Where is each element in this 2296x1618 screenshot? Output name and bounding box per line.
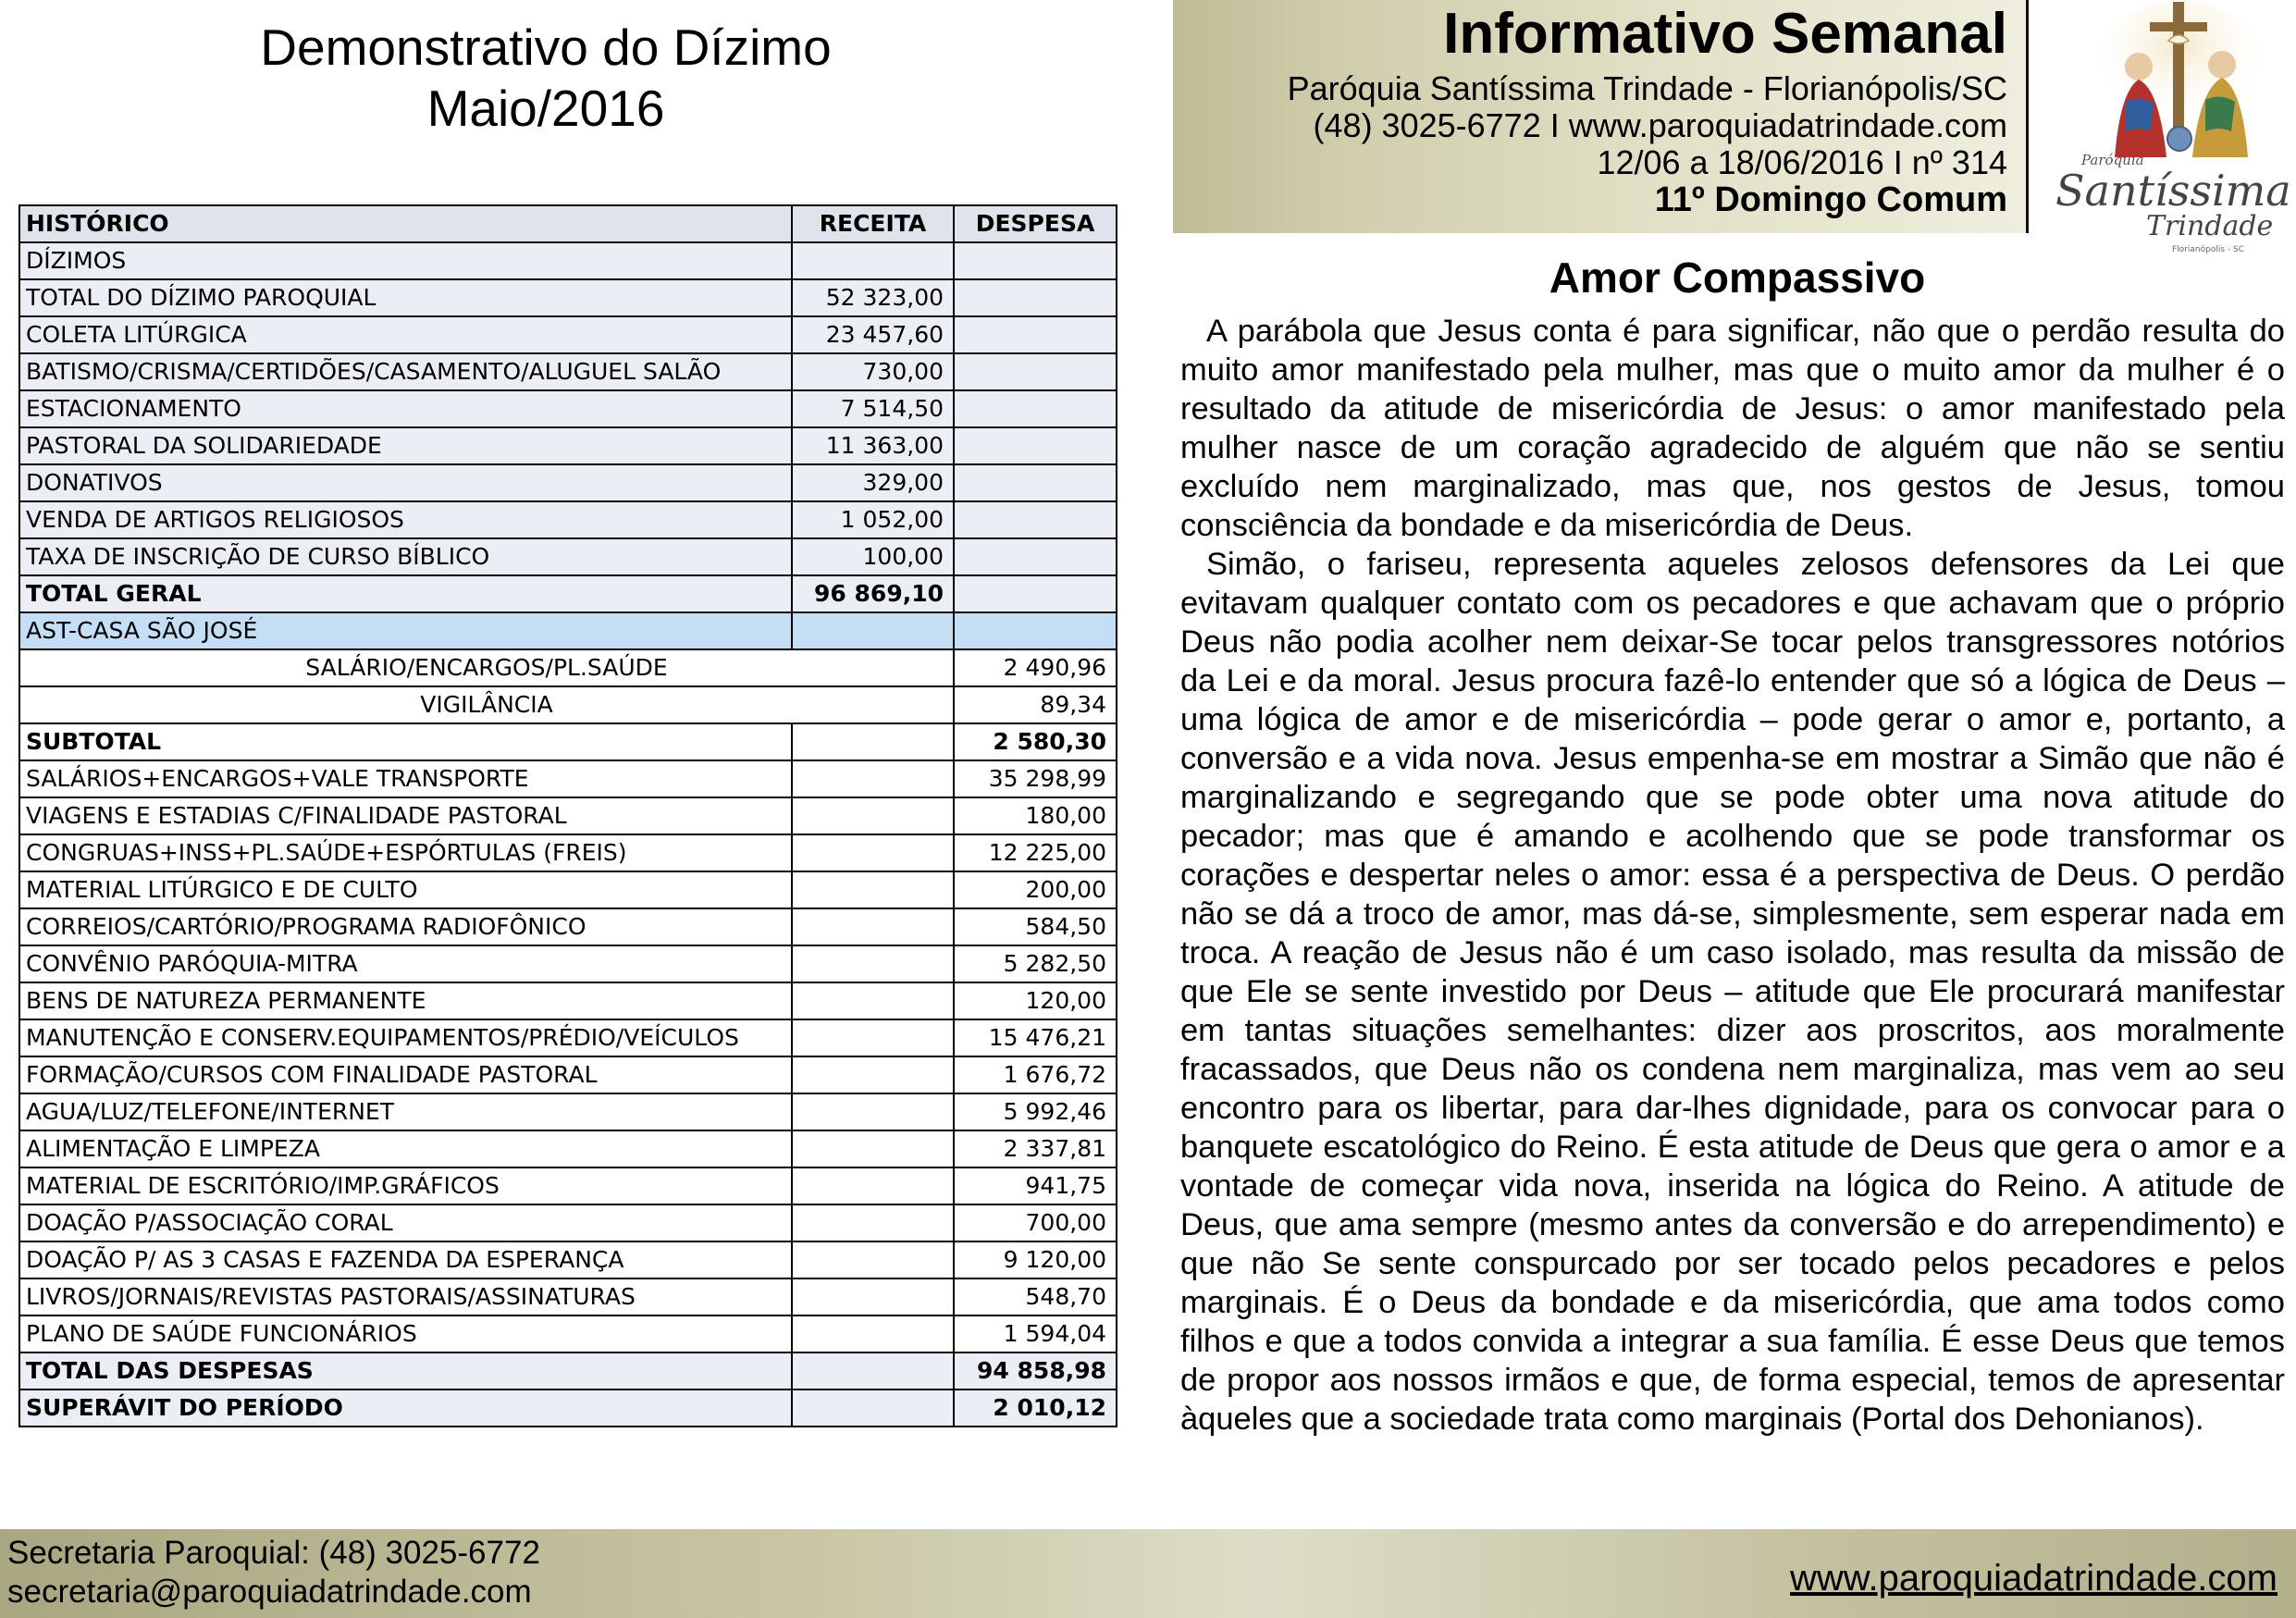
table-row [19, 1352, 1117, 1390]
row-despesa [954, 575, 1117, 612]
article-body [1180, 312, 2285, 1439]
parish-name: Paróquia Santíssima Trindade - Florianópolis/SC [1287, 69, 2007, 107]
row-label: AST-CASA SÃO JOSÉ [19, 612, 792, 649]
row-label: BENS DE NATUREZA PERMANENTE [19, 982, 792, 1019]
row-receita [792, 1241, 954, 1278]
table-row [19, 1167, 1117, 1204]
row-label: CORREIOS/CARTÓRIO/PROGRAMA RADIOFÔNICO [19, 908, 792, 945]
row-receita [792, 834, 954, 871]
tithe-table [19, 204, 1117, 1427]
row-receita [792, 1390, 954, 1427]
row-despesa: 180,00 [954, 797, 1117, 834]
footer-website-link[interactable]: www.paroquiadatrindade.com [1790, 1558, 2277, 1599]
row-despesa: 120,00 [954, 982, 1117, 1019]
row-receita [792, 723, 954, 760]
row-receita: 96 869,10 [792, 575, 954, 612]
row-despesa: 200,00 [954, 871, 1117, 908]
row-despesa: 15 476,21 [954, 1019, 1117, 1056]
row-despesa [954, 316, 1117, 353]
row-despesa: 12 225,00 [954, 834, 1117, 871]
row-despesa: 9 120,00 [954, 1241, 1117, 1278]
row-label: AGUA/LUZ/TELEFONE/INTERNET [19, 1093, 792, 1130]
logo-word-trindade: Trindade [2146, 210, 2274, 242]
header-receita: RECEITA [792, 205, 954, 242]
row-label: LIVROS/JORNAIS/REVISTAS PASTORAIS/ASSINATURAS [19, 1278, 792, 1315]
table-row [19, 353, 1117, 390]
row-despesa [954, 353, 1117, 390]
row-label: MATERIAL DE ESCRITÓRIO/IMP.GRÁFICOS [19, 1167, 792, 1204]
row-receita: 100,00 [792, 538, 954, 575]
row-label: SUPERÁVIT DO PERÍODO [19, 1390, 792, 1427]
row-receita [792, 1019, 954, 1056]
row-receita [792, 612, 954, 649]
row-despesa: 2 580,30 [954, 723, 1117, 760]
report-title-line: Demonstrativo do Dízimo [260, 19, 832, 76]
table-row [19, 1130, 1117, 1167]
header-despesa: DESPESA [954, 205, 1117, 242]
table-row [19, 1019, 1117, 1056]
table-header-row [19, 205, 1117, 242]
row-despesa: 548,70 [954, 1278, 1117, 1315]
row-label: TOTAL DO DÍZIMO PAROQUIAL [19, 279, 792, 316]
row-receita: 11 363,00 [792, 427, 954, 464]
row-receita [792, 797, 954, 834]
row-label: TOTAL DAS DESPESAS [19, 1352, 792, 1390]
masthead: Informativo Semanal [1443, 2, 2007, 66]
row-despesa: 2 010,12 [954, 1390, 1117, 1427]
row-receita [792, 242, 954, 279]
row-despesa [954, 612, 1117, 649]
row-despesa: 700,00 [954, 1204, 1117, 1241]
table-row [19, 1093, 1117, 1130]
logo-word-city: Florianópolis - SC [2172, 245, 2244, 254]
row-label: ESTACIONAMENTO [19, 390, 792, 427]
row-receita [792, 1315, 954, 1352]
row-despesa [954, 538, 1117, 575]
row-label: ALIMENTAÇÃO E LIMPEZA [19, 1130, 792, 1167]
table-row [19, 649, 1117, 686]
row-label: VIGILÂNCIA [19, 686, 954, 723]
table-row [19, 501, 1117, 538]
row-receita [792, 871, 954, 908]
row-label: CONVÊNIO PARÓQUIA-MITRA [19, 945, 792, 982]
table-row [19, 427, 1117, 464]
row-receita [792, 1204, 954, 1241]
row-despesa [954, 501, 1117, 538]
row-label: CONGRUAS+INSS+PL.SAÚDE+ESPÓRTULAS (FREIS) [19, 834, 792, 871]
row-label: COLETA LITÚRGICA [19, 316, 792, 353]
row-receita [792, 1278, 954, 1315]
footer-email[interactable]: secretaria@paroquiadatrindade.com [7, 1574, 532, 1610]
row-label: DONATIVOS [19, 464, 792, 501]
row-label: FORMAÇÃO/CURSOS COM FINALIDADE PASTORAL [19, 1056, 792, 1093]
logo-word-santissima: Santíssima [2055, 166, 2291, 216]
table-row [19, 1204, 1117, 1241]
table-row [19, 945, 1117, 982]
parish-logo [2050, 0, 2296, 259]
row-despesa: 2 490,96 [954, 649, 1117, 686]
table-row [19, 1278, 1117, 1315]
header-historico: HISTÓRICO [19, 205, 792, 242]
row-label: SUBTOTAL [19, 723, 792, 760]
table-row [19, 871, 1117, 908]
row-receita [792, 1130, 954, 1167]
table-row [19, 908, 1117, 945]
row-label: TAXA DE INSCRIÇÃO DE CURSO BÍBLICO [19, 538, 792, 575]
row-label: SALÁRIOS+ENCARGOS+VALE TRANSPORTE [19, 760, 792, 797]
row-label: PASTORAL DA SOLIDARIEDADE [19, 427, 792, 464]
row-receita [792, 908, 954, 945]
table-row [19, 760, 1117, 797]
row-despesa: 89,34 [954, 686, 1117, 723]
row-receita: 329,00 [792, 464, 954, 501]
table-row [19, 834, 1117, 871]
article-title: Amor Compassivo [1549, 253, 1926, 302]
row-despesa: 1 676,72 [954, 1056, 1117, 1093]
row-despesa [954, 464, 1117, 501]
table-row [19, 1241, 1117, 1278]
row-label: BATISMO/CRISMA/CERTIDÕES/CASAMENTO/ALUGUEL SALÃO [19, 353, 792, 390]
footer-bar [0, 1529, 2296, 1618]
logo-word-paroquia: Paróquia [2081, 152, 2144, 168]
row-despesa [954, 242, 1117, 279]
table-row [19, 242, 1117, 279]
row-despesa: 94 858,98 [954, 1352, 1117, 1390]
row-despesa [954, 427, 1117, 464]
row-despesa: 2 337,81 [954, 1130, 1117, 1167]
table-row [19, 464, 1117, 501]
row-despesa [954, 279, 1117, 316]
row-despesa [954, 390, 1117, 427]
table-row [19, 686, 1117, 723]
row-despesa: 1 594,04 [954, 1315, 1117, 1352]
trinity-logo-icon [2050, 0, 2296, 259]
edition-info: 12/06 a 18/06/2016 I nº 314 [1597, 143, 2007, 181]
row-despesa: 584,50 [954, 908, 1117, 945]
table-row [19, 723, 1117, 760]
table-row [19, 1390, 1117, 1427]
footer-secretary-phone: Secretaria Paroquial: (48) 3025-6772 [7, 1535, 540, 1571]
row-receita [792, 1167, 954, 1204]
table-row [19, 1315, 1117, 1352]
row-receita: 7 514,50 [792, 390, 954, 427]
row-receita: 52 323,00 [792, 279, 954, 316]
row-label: SALÁRIO/ENCARGOS/PL.SAÚDE [19, 649, 954, 686]
row-receita: 1 052,00 [792, 501, 954, 538]
row-receita [792, 1093, 954, 1130]
table-row [19, 797, 1117, 834]
table-row [19, 279, 1117, 316]
article-paragraph-1: A parábola que Jesus conta é para significar, não que o perdão resulta do muito amor manifestado pela mulher, mas que o muito amor da mulher é o resultado da atitude de misericórdia de Jesus: o amor manifestado pela mulher nasce de um coração agradecido de alguém que não se sentiu excluído nem marginalizado, mas que, nos gestos de Jesus, tomou consciência da bondade e da misericórdia de Deus. [1180, 314, 2285, 543]
row-label: PLANO DE SAÚDE FUNCIONÁRIOS [19, 1315, 792, 1352]
newsletter-header [1173, 0, 2029, 233]
row-label: DOAÇÃO P/ AS 3 CASAS E FAZENDA DA ESPERANÇA [19, 1241, 792, 1278]
row-label: MANUTENÇÃO E CONSERV.EQUIPAMENTOS/PRÉDIO/VEÍCULOS [19, 1019, 792, 1056]
row-receita: 730,00 [792, 353, 954, 390]
liturgical-sunday: 11º Domingo Comum [1654, 180, 2007, 219]
row-despesa: 941,75 [954, 1167, 1117, 1204]
row-receita [792, 1352, 954, 1390]
row-label: TOTAL GERAL [19, 575, 792, 612]
row-despesa: 35 298,99 [954, 760, 1117, 797]
row-despesa: 5 282,50 [954, 945, 1117, 982]
parish-contact: (48) 3025-6772 I www.paroquiadatrindade.com [1313, 106, 2007, 144]
row-label: DÍZIMOS [19, 242, 792, 279]
row-label: DOAÇÃO P/ASSOCIAÇÃO CORAL [19, 1204, 792, 1241]
table-row [19, 1056, 1117, 1093]
row-receita [792, 760, 954, 797]
row-label: VENDA DE ARTIGOS RELIGIOSOS [19, 501, 792, 538]
row-receita [792, 982, 954, 1019]
report-period: Maio/2016 [426, 80, 665, 137]
report-title [148, 17, 944, 139]
row-receita [792, 1056, 954, 1093]
row-label: VIAGENS E ESTADIAS C/FINALIDADE PASTORAL [19, 797, 792, 834]
table-row [19, 390, 1117, 427]
row-receita [792, 945, 954, 982]
table-row [19, 612, 1117, 649]
row-receita: 23 457,60 [792, 316, 954, 353]
article-paragraph-2: Simão, o fariseu, representa aqueles zelosos defensores da Lei que evitavam qualquer contato com os pecadores e que achavam que o próprio Deus não podia acolher nem deixar-Se tocar pelos transgressores notórios da Lei e da moral. Jesus procura fazê-lo entender que só a lógica de Deus – uma lógica de amor e de misericórdia – pode gerar o amor e, portanto, a conversão e a vida nova. Jesus empenha-se em mostrar a Simão que não é marginalizando e segregando que se pode obter uma nova atitude do pecador; mas que é amando e acolhendo que se pode transformar os corações e despertar neles o amor: essa é a perspectiva de Deus. O perdão não se dá a troco de amor, mas dá-se, simplesmente, sem esperar nada em troca. A reação de Jesus não é um caso isolado, mas resulta da missão de que Ele se sente investido por Deus – atitude que Ele procurará manifestar em tantas situações semelhantes: dizer aos proscritos, aos moralmente fracassados, que Deus não os condena nem marginaliza, mas vem ao seu encontro para os libertar, para dar-lhes dignidade, para os convocar para o banquete escatológico do Reino. É esta atitude de Deus que gera o amor e a vontade de começar vida nova, inserida na lógica do Reino. A atitude de Deus, que ama sempre (mesmo antes da conversão e do arrependimento) e que não Se sente conspurcado por ser tocado pelos pecadores e pelos marginais. É o Deus da bondade e da misericórdia, que ama todos como filhos e que a todos convida a integrar a sua família. É esse Deus que temos de propor aos nossos irmãos e que, de forma especial, temos de apresentar àqueles que a sociedade trata como marginais (Portal dos Dehonianos). [1180, 547, 2285, 1437]
table-row [19, 538, 1117, 575]
table-row [19, 316, 1117, 353]
table-row [19, 982, 1117, 1019]
row-despesa: 5 992,46 [954, 1093, 1117, 1130]
table-row [19, 575, 1117, 612]
row-label: MATERIAL LITÚRGICO E DE CULTO [19, 871, 792, 908]
